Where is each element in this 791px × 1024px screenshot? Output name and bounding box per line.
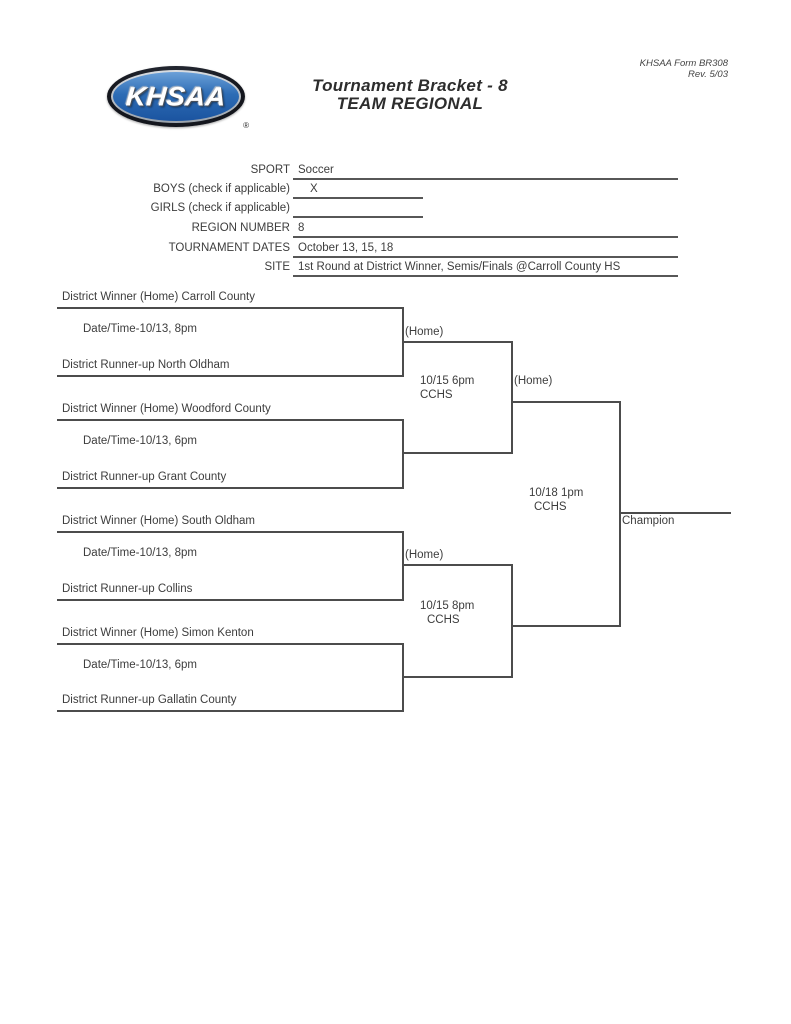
field-value-dates: October 13, 15, 18 [298,242,394,254]
sf2-time: 10/15 8pm [420,600,475,612]
r1-m3-team2: District Runner-up Collins [62,583,193,595]
field-label-boys: BOYS (check if applicable) [153,183,290,195]
page-title [250,77,570,113]
field-row-sport [0,163,791,180]
field-line-site [293,260,678,277]
bracket-line-m1-winner [403,341,513,343]
r1-m2-team2: District Runner-up Grant County [62,471,227,483]
bracket-line-m4-winner [403,676,513,678]
bracket-vline-sf2 [511,564,513,678]
bracket-line-m2-top [57,419,404,421]
r1-m3-datetime: Date/Time-10/13, 8pm [83,547,197,559]
r1-m4-team2: District Runner-up Gallatin County [62,694,237,706]
bracket-vline-final [619,401,621,627]
field-line-region [293,221,678,238]
bracket-line-m3-bottom [57,599,404,601]
bracket-line-m2-bottom [57,487,404,489]
field-label-region: REGION NUMBER [191,222,290,234]
form-code [568,58,728,80]
r1-m3-team1: District Winner (Home) South Oldham [62,515,255,527]
sf1-time: 10/15 6pm [420,375,475,387]
champion-label: Champion [622,515,675,527]
bracket-line-champion [619,512,731,514]
field-label-dates: TOURNAMENT DATES [168,242,290,254]
sf1-site: CCHS [420,389,453,401]
r1-m4-datetime: Date/Time-10/13, 6pm [83,659,197,671]
r1-m4-team1: District Winner (Home) Simon Kenton [62,627,254,639]
sf1-home-label: (Home) [405,326,444,338]
sf2-time-site [420,599,474,627]
bracket-line-sf1-winner [511,401,621,403]
field-label-site: SITE [264,261,290,273]
field-value-boys: X [310,183,318,195]
field-label-sport: SPORT [250,164,290,176]
field-line-girls [293,201,423,218]
sf2-home-label: (Home) [405,549,444,561]
final-site: CCHS [534,501,567,513]
r1-m1-datetime: Date/Time-10/13, 8pm [83,323,197,335]
registered-trademark-mark: ® [243,121,249,130]
khsaa-logo-inner [113,72,239,121]
field-row-site [0,260,791,277]
khsaa-logo [107,66,249,130]
bracket-line-m3-winner [403,564,513,566]
field-value-site: 1st Round at District Winner, Semis/Finals @Carroll County HS [298,261,621,273]
r1-m1-team1: District Winner (Home) Carroll County [62,291,255,303]
final-home-label: (Home) [514,375,553,387]
form-code-line2: Rev. 5/03 [688,69,728,80]
bracket-line-m4-bottom [57,710,404,712]
field-row-region [0,221,791,238]
sf1-time-site [420,374,474,402]
bracket-vline-sf1 [511,341,513,454]
field-line-boys [293,182,423,199]
field-label-girls: GIRLS (check if applicable) [150,202,290,214]
page-title-line1: Tournament Bracket - 8 [312,76,508,95]
r1-m2-datetime: Date/Time-10/13, 6pm [83,435,197,447]
field-value-sport: Soccer [298,164,334,176]
field-value-region: 8 [298,222,305,234]
field-line-sport [293,163,678,180]
form-code-line1: KHSAA Form BR308 [639,58,728,69]
sf2-site: CCHS [427,614,460,626]
r1-m1-team2: District Runner-up North Oldham [62,359,230,371]
page-title-line2: TEAM REGIONAL [336,94,484,113]
bracket-line-m1-top [57,307,404,309]
bracket-line-m1-bottom [57,375,404,377]
bracket-line-m3-top [57,531,404,533]
field-line-dates [293,241,678,258]
field-row-dates [0,241,791,258]
r1-m2-team1: District Winner (Home) Woodford County [62,403,271,415]
final-time-site [529,486,583,514]
bracket-line-m2-winner [403,452,513,454]
khsaa-logo-oval [107,66,245,127]
bracket-vline-m2 [402,419,404,489]
khsaa-logo-text: KHSAA [125,81,227,111]
bracket-vline-m3 [402,531,404,601]
final-time: 10/18 1pm [529,487,584,499]
field-row-boys [0,182,791,199]
field-row-girls [0,201,791,218]
bracket-line-sf2-winner [511,625,621,627]
bracket-line-m4-top [57,643,404,645]
